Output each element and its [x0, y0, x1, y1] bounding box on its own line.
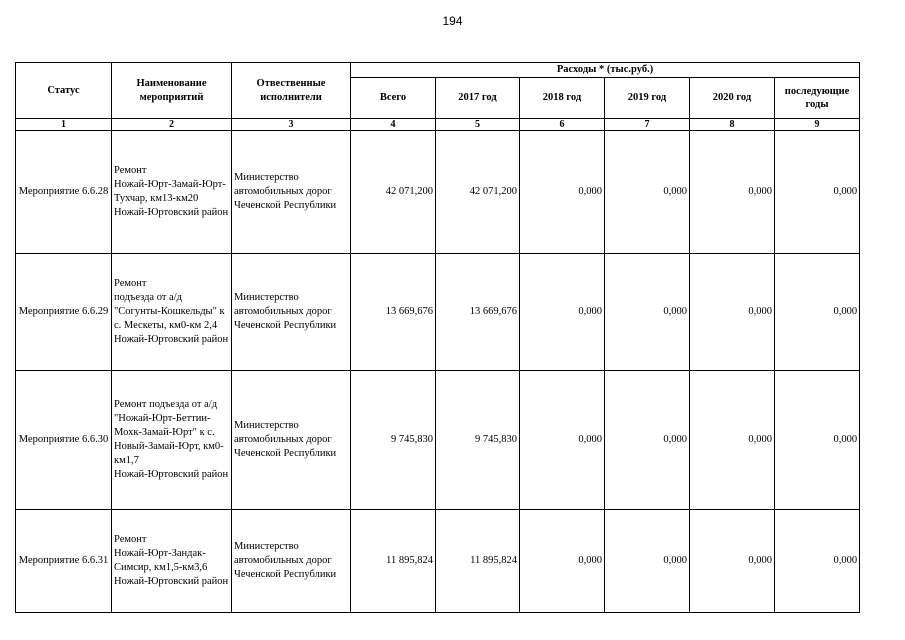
executor-cell: Министерство автомобильных дорог Чеченской Республики: [232, 254, 351, 371]
year-2019-cell: 0,000: [605, 371, 690, 510]
later-years-cell: 0,000: [775, 254, 860, 371]
header-2020: 2020 год: [690, 78, 775, 119]
year-2019-cell: 0,000: [605, 510, 690, 613]
column-number: 6: [520, 119, 605, 131]
status-cell: Мероприятие 6.6.30: [16, 371, 112, 510]
column-number: 5: [436, 119, 520, 131]
later-years-cell: 0,000: [775, 131, 860, 254]
executor-cell: Министерство автомобильных дорог Чеченской Республики: [232, 131, 351, 254]
year-2017-cell: 13 669,676: [436, 254, 520, 371]
column-number: 8: [690, 119, 775, 131]
table-row: [16, 510, 860, 613]
executor-cell: Министерство автомобильных дорог Чеченской Республики: [232, 510, 351, 613]
year-2018-cell: 0,000: [520, 254, 605, 371]
page-number: 194: [442, 14, 463, 28]
measure-name-cell: Ремонт подъезда от а/д "Ножай-Юрт-Беттии-Мохк-Замай-Юрт" к с. Новый-Замай-Юрт, км0-км1,7 Ножай-Юртовский район: [112, 371, 232, 510]
header-2018: 2018 год: [520, 78, 605, 119]
column-number: 9: [775, 119, 860, 131]
later-years-cell: 0,000: [775, 371, 860, 510]
header-expenses-group: Расходы * (тыс.руб.): [351, 63, 860, 78]
header-status: Статус: [16, 63, 112, 119]
header-later: последующие годы: [775, 78, 860, 119]
column-number: 1: [16, 119, 112, 131]
header-executors: Отвественные исполнители: [232, 63, 351, 119]
year-2019-cell: 0,000: [605, 131, 690, 254]
executor-cell: Министерство автомобильных дорог Чеченской Республики: [232, 371, 351, 510]
header-name: Наименование мероприятий: [112, 63, 232, 119]
year-2019-cell: 0,000: [605, 254, 690, 371]
measure-name-cell: Ремонт Ножай-Юрт-Замай-Юрт-Тухчар, км13-км20 Ножай-Юртовский район: [112, 131, 232, 254]
measure-name-cell: Ремонт Ножай-Юрт-Зандак-Симсир, км1,5-км3,6 Ножай-Юртовский район: [112, 510, 232, 613]
total-cell: 9 745,830: [351, 371, 436, 510]
year-2018-cell: 0,000: [520, 371, 605, 510]
column-number: 3: [232, 119, 351, 131]
status-cell: Мероприятие 6.6.31: [16, 510, 112, 613]
column-number: 4: [351, 119, 436, 131]
expenses-table: [15, 62, 860, 613]
year-2018-cell: 0,000: [520, 131, 605, 254]
column-number-row: [16, 119, 860, 131]
total-cell: 11 895,824: [351, 510, 436, 613]
year-2018-cell: 0,000: [520, 510, 605, 613]
status-cell: Мероприятие 6.6.28: [16, 131, 112, 254]
header-total: Всего: [351, 78, 436, 119]
year-2020-cell: 0,000: [690, 371, 775, 510]
total-cell: 13 669,676: [351, 254, 436, 371]
year-2020-cell: 0,000: [690, 510, 775, 613]
table-row: [16, 254, 860, 371]
later-years-cell: 0,000: [775, 510, 860, 613]
year-2017-cell: 9 745,830: [436, 371, 520, 510]
column-number: 2: [112, 119, 232, 131]
status-cell: Мероприятие 6.6.29: [16, 254, 112, 371]
table-row: [16, 131, 860, 254]
total-cell: 42 071,200: [351, 131, 436, 254]
year-2017-cell: 42 071,200: [436, 131, 520, 254]
table-row: [16, 371, 860, 510]
year-2017-cell: 11 895,824: [436, 510, 520, 613]
measure-name-cell: Ремонт подъезда от а/д "Согунты-Кошкельды" к с. Мескеты, км0-км 2,4 Ножай-Юртовский район: [112, 254, 232, 371]
header-2017: 2017 год: [436, 78, 520, 119]
column-number: 7: [605, 119, 690, 131]
header-2019: 2019 год: [605, 78, 690, 119]
year-2020-cell: 0,000: [690, 254, 775, 371]
year-2020-cell: 0,000: [690, 131, 775, 254]
